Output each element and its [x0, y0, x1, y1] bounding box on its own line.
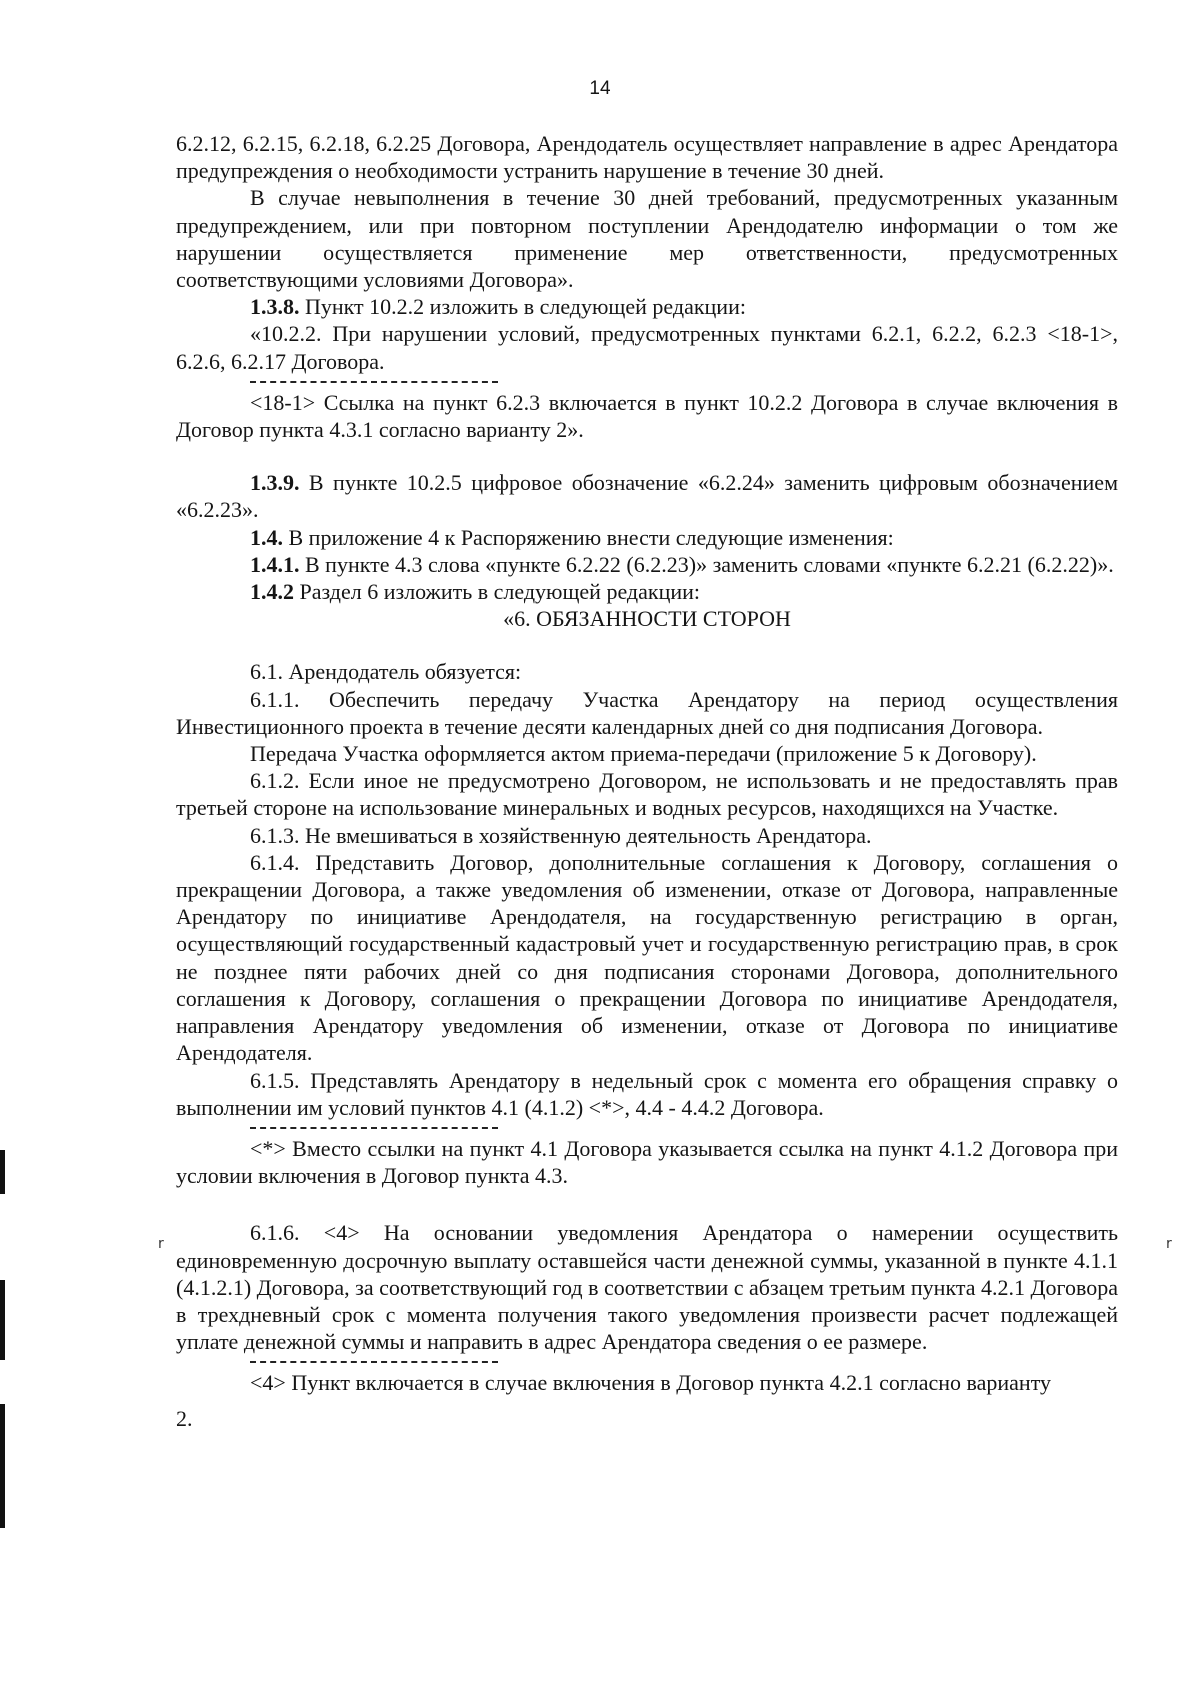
- footnote: <4> Пункт включается в случае включения в Договор пункта 4.2.1 согласно варианту: [250, 1370, 1052, 1396]
- footnote-separator: [250, 1127, 498, 1129]
- paragraph: 6.1.4. Представить Договор, дополнительные соглашения к Договору, соглашения о прекращении Договора, а также уведомления об изменении, отказе от Договора, направленные Арендатору по инициативе Арендодателя, на государственную регистрацию в орган, осуществляющий государственный кадастровый учет и государственную регистрацию прав, в срок не позднее пяти рабочих дней со дня подписания сторонами Договора, дополнительного соглашения к Договору, соглашения о прекращении Договора по инициативе Арендодателя, направления Арендатору уведомления об изменении, отказе от Договора по инициативе Арендодателя.: [176, 849, 1118, 1066]
- footnote-tail: 2.: [176, 1405, 193, 1431]
- paragraph: В случае невыполнения в течение 30 дней требований, предусмотренных указанным предупреждением, или при повторном поступлении Арендодателю информации о том же нарушении осуществляется применение мер ответственности, предусмотренных соответствующими условиями Договора».: [176, 185, 1118, 293]
- clause-number: 1.4.2: [250, 579, 294, 605]
- paragraph: [176, 578, 1118, 605]
- clause-text: В приложение 4 к Распоряжению внести следующие изменения:: [283, 524, 894, 550]
- clause-text: Раздел 6 изложить в следующей редакции:: [294, 579, 701, 605]
- scan-edge-mark: [0, 1280, 5, 1360]
- paragraph: 6.1.5. Представлять Арендатору в недельный срок с момента его обращения справку о выполнении им условий пунктов 4.1 (4.1.2) <*>, 4.4 - 4.4.2 Договора.: [176, 1067, 1118, 1120]
- footnote: <*> Вместо ссылки на пункт 4.1 Договора указывается ссылка на пункт 4.1.2 Договора при условии включения в Договор пункта 4.3.: [176, 1135, 1118, 1189]
- footnote-separator: [250, 381, 498, 383]
- footnote-separator: [250, 1361, 498, 1363]
- paragraph: [176, 293, 1118, 320]
- paragraph: «10.2.2. При нарушении условий, предусмотренных пунктами 6.2.1, 6.2.2, 6.2.3 <18-1>, 6.2.6, 6.2.17 Договора.: [176, 321, 1118, 374]
- clause-number: 1.4.1.: [250, 551, 300, 577]
- section-heading: «6. ОБЯЗАННОСТИ СТОРОН: [503, 606, 791, 632]
- paragraph: 6.2.12, 6.2.15, 6.2.18, 6.2.25 Договора, Арендодатель осуществляет направление в адрес Арендатора предупреждения о необходимости устранить нарушение в течение 30 дней.: [176, 131, 1118, 184]
- clause-text: В пункте 4.3 слова «пункте 6.2.22 (6.2.23)» заменить словами «пункте 6.2.21 (6.2.22)».: [299, 551, 1114, 577]
- paragraph: 6.1.6. <4> На основании уведомления Арендатора о намерении осуществить единовременную досрочную выплату оставшейся части денежной суммы, указанной в пункте 4.1.1 (4.1.2.1) Договора, за соответствующий год в соответствии с абзацем третьим пункта 4.2.1 Договора в трехдневный срок с момента получения такого уведомления произвести расчет подлежащей уплате денежной суммы и направить в адрес Арендатора сведения о ее размере.: [176, 1220, 1118, 1355]
- clause-text: В пункте 10.2.5 цифровое обозначение «6.2.24» заменить цифровым обозначением «6.2.23».: [176, 470, 1118, 523]
- paragraph: [176, 551, 1118, 578]
- clause-number: 1.4.: [250, 524, 283, 550]
- paragraph: [176, 469, 1118, 523]
- footnote: <18-1> Ссылка на пункт 6.2.3 включается в пункт 10.2.2 Договора в случае включения в Договор пункта 4.3.1 согласно варианту 2».: [176, 389, 1118, 443]
- paragraph: 6.1. Арендодатель обязуется:: [250, 659, 522, 685]
- document-body: [176, 130, 1118, 1432]
- paragraph: 6.1.1. Обеспечить передачу Участка Арендатору на период осуществления Инвестиционного проекта в течение десяти календарных дней со дня подписания Договора.: [176, 686, 1118, 739]
- clause-number: 1.3.8.: [250, 294, 300, 320]
- clause-text: Пункт 10.2.2 изложить в следующей редакции:: [299, 294, 746, 320]
- scan-edge-mark: [0, 1404, 5, 1528]
- page-number: 14: [589, 78, 611, 99]
- paragraph: 6.1.2. Если иное не предусмотрено Договором, не использовать и не предоставлять прав третьей стороне на использование минеральных и водных ресурсов, находящихся на Участке.: [176, 768, 1118, 821]
- paragraph: [176, 524, 1118, 551]
- scan-edge-mark: [0, 1150, 5, 1194]
- paragraph: Передача Участка оформляется актом приема-передачи (приложение 5 к Договору).: [250, 741, 1037, 767]
- paragraph: 6.1.3. Не вмешиваться в хозяйственную деятельность Арендатора.: [250, 822, 872, 848]
- scan-speck: r: [1166, 1236, 1172, 1252]
- clause-number: 1.3.9.: [250, 470, 300, 496]
- scan-speck: r: [158, 1236, 164, 1252]
